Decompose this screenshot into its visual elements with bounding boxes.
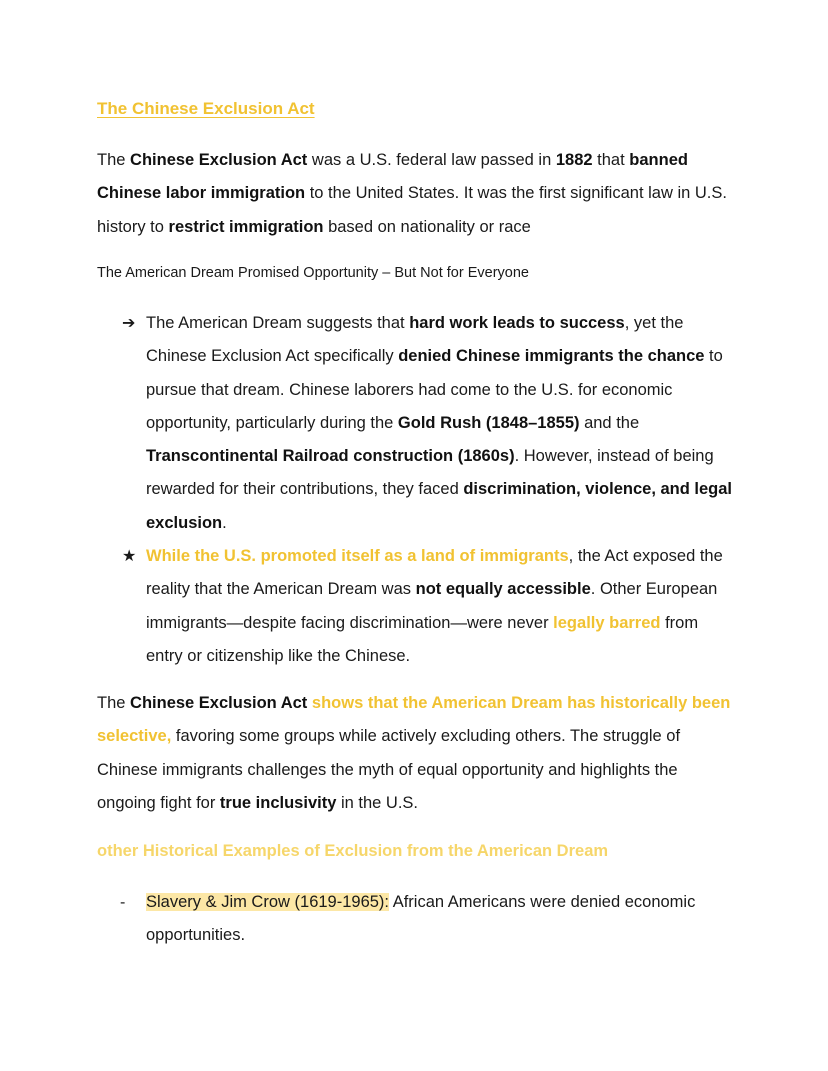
intro-text: The	[97, 151, 131, 169]
item-text: .	[222, 513, 227, 532]
list-item	[97, 886, 737, 953]
item-bold: Gold Rush (1848–1855)	[397, 413, 580, 432]
bullet-list	[97, 307, 737, 673]
intro-text: to the United States. It was the first significant law in U.S. history to	[97, 184, 727, 236]
item-bold: denied Chinese immigrants the chance	[398, 347, 705, 366]
intro-text: that	[592, 151, 630, 169]
item-text: from entry or citizenship like the Chinese.	[146, 613, 699, 665]
intro-text: was a U.S. federal law passed in	[307, 151, 556, 169]
item-text: , yet the Chinese Exclusion Act specifically	[146, 314, 684, 366]
intro-paragraph	[97, 144, 737, 244]
item-bold: not equally accessible	[415, 580, 591, 599]
conclusion-bold: Chinese Exclusion Act	[130, 694, 308, 712]
item-text: to pursue that dream. Chinese laborers had come to the U.S. for economic opportunity, particularly during the	[146, 347, 723, 432]
list-item	[97, 307, 737, 540]
conclusion-text: favoring some groups while actively excluding others. The struggle of Chinese immigrants challenges the myth of equal opportunity and highlights the ongoing fight for	[97, 727, 681, 812]
item-bold: Transcontinental Railroad construction (1860s)	[146, 447, 515, 466]
intro-bold-restrict: restrict immigration	[168, 217, 324, 236]
section-heading: other Historical Examples of Exclusion from the American Dream	[97, 842, 609, 860]
item-bold: discrimination, violence, and legal exclusion	[146, 480, 733, 532]
highlighted-text: Slavery & Jim Crow (1619-1965):	[146, 893, 390, 911]
intro-text: based on nationality or race	[323, 217, 531, 236]
intro-bold-banned: banned Chinese labor immigration	[97, 151, 688, 203]
list-item	[97, 540, 737, 673]
conclusion-bold: true inclusivity	[219, 793, 337, 812]
conclusion-text: The	[97, 694, 131, 712]
item-text: The American Dream suggests that	[146, 314, 410, 332]
document-title[interactable]: The Chinese Exclusion Act	[97, 99, 315, 118]
section-subheading: The American Dream Promised Opportunity – But Not for Everyone	[97, 265, 529, 281]
item-text: . However, instead of being rewarded for their contributions, they faced	[146, 447, 714, 499]
item-text: and the	[579, 413, 640, 432]
item-text: , the Act exposed the reality that the American Dream was	[146, 547, 723, 599]
item-bold: hard work leads to success	[409, 314, 625, 332]
arrow-bullet-icon: ➔	[122, 315, 136, 332]
star-bullet-icon: ★	[122, 548, 137, 566]
intro-bold-year: 1882	[555, 151, 593, 169]
conclusion-gold-text: shows that the American Dream has historically been selective,	[97, 694, 731, 746]
item-text: . Other European immigrants—despite facing discrimination—were never	[146, 580, 718, 632]
item-gold-text: legally barred	[553, 613, 661, 632]
intro-bold-act: Chinese Exclusion Act	[130, 151, 308, 169]
examples-list	[97, 886, 737, 953]
item-text: African Americans were denied economic opportunities.	[146, 893, 696, 945]
conclusion-text: in the U.S.	[336, 793, 418, 812]
item-gold-text: While the U.S. promoted itself as a land of immigrants	[146, 547, 569, 566]
conclusion-paragraph	[97, 687, 737, 820]
dash-bullet-icon: -	[120, 894, 126, 911]
